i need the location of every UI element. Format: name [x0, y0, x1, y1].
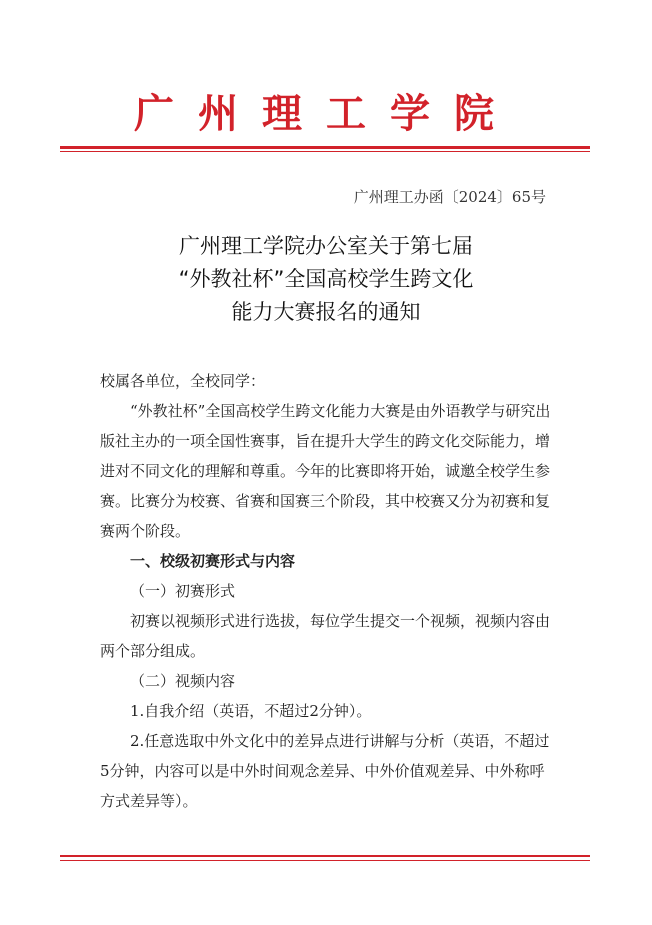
masthead-title: 广州理工学院: [134, 91, 518, 137]
section-heading-1: 一、校级初赛形式与内容: [130, 552, 296, 570]
masthead-rule-thin: [60, 151, 590, 152]
subsection-heading-1: （一）初赛形式: [130, 582, 236, 600]
footer-rule-thick: [60, 855, 590, 857]
subsection-heading-2: （二）视频内容: [130, 672, 236, 690]
title-line-2: “外教社杯”全国高校学生跨文化: [178, 267, 474, 291]
document-number: 广州理工办函〔2024〕65号: [353, 188, 546, 206]
salutation: 校属各单位，全校同学：: [100, 372, 266, 390]
title-line-3: 能力大赛报名的通知: [231, 300, 421, 324]
intro-paragraph: “外教社杯”全国高校学生跨文化能力大赛是由外语教学与研究出版社主办的一项全国性赛事，旨在提升大学生的跨文化交际能力，增进对不同文化的理解和尊重。今年的比赛即将开始，诚邀全校学生参赛。比赛分为校赛、省赛和国赛三个阶段，其中校赛又分为初赛和复赛两个阶段。: [100, 402, 551, 540]
title-line-1: 广州理工学院办公室关于第七届: [179, 234, 473, 258]
document-title: [0, 230, 652, 329]
list-item-1: 1.自我介绍（英语，不超过2分钟）。: [130, 702, 372, 720]
footer-rule-thin: [60, 860, 590, 861]
masthead-rule-thick: [60, 146, 590, 149]
document-body: [100, 366, 555, 816]
subsection-1-text: 初赛以视频形式进行选拔，每位学生提交一个视频，视频内容由两个部分组成。: [100, 612, 551, 660]
list-item-2: 2.任意选取中外文化中的差异点进行讲解与分析（英语，不超过5分钟，内容可以是中外时间观念差异、中外价值观差异、中外称呼方式差异等）。: [100, 732, 550, 810]
